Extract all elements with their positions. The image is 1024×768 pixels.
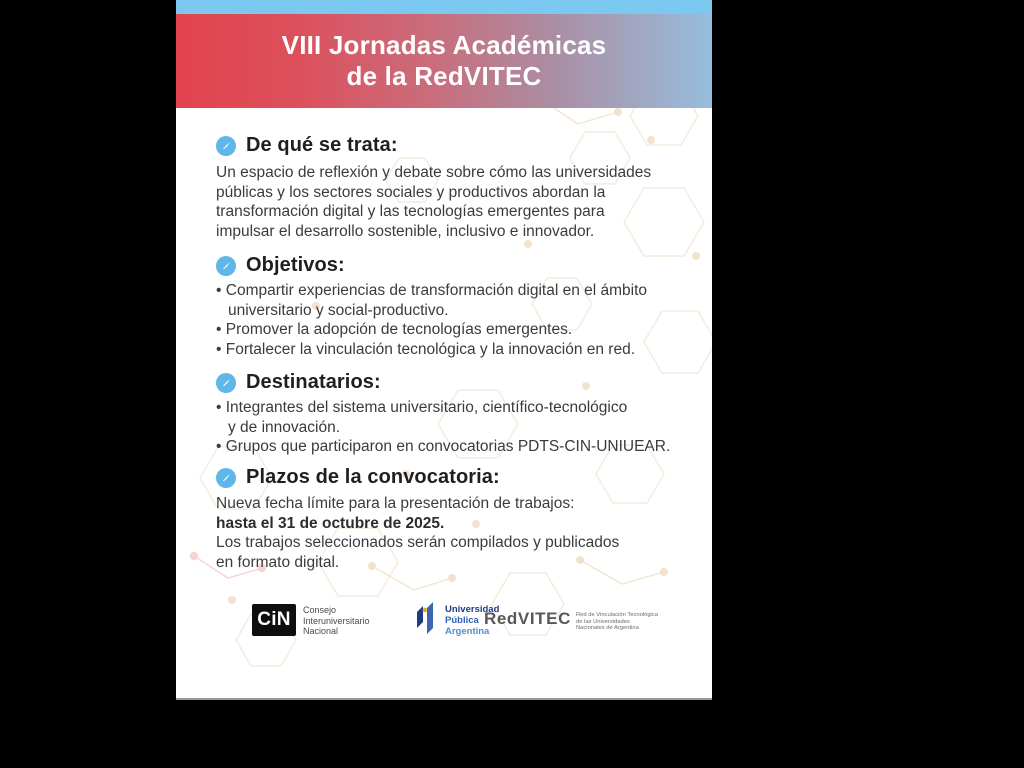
section-objetivos-heading bbox=[216, 254, 345, 277]
bullet-line: Promover la adopción de tecnologías emergentes. bbox=[225, 321, 573, 338]
redvitec-wordmark: RedVITEC bbox=[484, 609, 571, 628]
section-about-paragraph bbox=[216, 163, 651, 241]
cin-name-line: Consejo bbox=[303, 605, 337, 615]
upa-name-line: Pública bbox=[445, 615, 479, 626]
section-destinatarios-heading bbox=[216, 371, 381, 394]
bullet-glyph: • bbox=[216, 340, 222, 358]
plazos-outro-line: Los trabajos seleccionados serán compilados y publicados bbox=[216, 534, 620, 551]
section-objetivos-bullets bbox=[216, 281, 647, 359]
cin-name-line: Nacional bbox=[303, 626, 339, 636]
bullet-item bbox=[216, 340, 647, 360]
banner-title-line2: de la RedVITEC bbox=[346, 61, 542, 91]
section-heading: Plazos de la convocatoria: bbox=[246, 466, 500, 488]
flyer-content bbox=[176, 0, 712, 698]
paragraph-line: transformación digital y las tecnologías emergentes para bbox=[216, 203, 605, 220]
bullet-line: Grupos que participaron en convocatorias PDTS-CIN-UNIUEAR. bbox=[225, 438, 671, 455]
flyer bbox=[176, 0, 712, 700]
bullet-glyph: • bbox=[216, 282, 222, 299]
redvitec-tagline bbox=[576, 610, 658, 632]
pen-icon bbox=[216, 136, 236, 156]
cin-name-line: Interuniversitario bbox=[303, 615, 370, 626]
bullet-item bbox=[216, 281, 647, 301]
bullet-line: Compartir experiencias de transformación digital en el ámbito bbox=[225, 282, 648, 299]
bullet-line: y de innovación. bbox=[228, 418, 341, 436]
deadline-text: hasta el 31 de octubre de 2025. bbox=[216, 514, 445, 532]
bullet-item bbox=[216, 320, 647, 340]
bullet-item bbox=[216, 398, 670, 418]
cin-acronym: CiN bbox=[257, 609, 291, 630]
upa-flag-icon bbox=[414, 598, 438, 638]
bullet-glyph: • bbox=[216, 438, 222, 455]
pen-icon bbox=[216, 256, 236, 276]
pen-icon bbox=[216, 373, 236, 393]
upa-name-line: Argentina bbox=[445, 626, 490, 637]
cin-logo-box bbox=[252, 604, 296, 636]
title-banner bbox=[176, 14, 712, 108]
paragraph-line: Un espacio de reflexión y debate sobre cómo las universidades bbox=[216, 164, 652, 181]
paragraph-line: impulsar el desarrollo sostenible, inclusivo e innovador. bbox=[216, 222, 595, 240]
top-strip bbox=[176, 0, 712, 14]
section-plazos-text bbox=[216, 494, 619, 572]
bullet-glyph: • bbox=[216, 399, 222, 416]
paragraph-line: públicas y los sectores sociales y productivos abordan la bbox=[216, 183, 606, 201]
bullet-item bbox=[216, 437, 670, 457]
bullet-line: Integrantes del sistema universitario, científico-tecnológico bbox=[225, 399, 628, 416]
section-plazos-heading bbox=[216, 466, 500, 489]
banner-title-line1: VIII Jornadas Académicas bbox=[281, 30, 607, 60]
bullet-glyph: • bbox=[216, 321, 222, 338]
section-heading: Objetivos: bbox=[246, 254, 345, 276]
bullet-line: Fortalecer la vinculación tecnológica y la innovación en red. bbox=[225, 340, 636, 358]
redvitec-logo bbox=[484, 610, 658, 632]
redvitec-tagline-line: Nacionales de Argentina bbox=[575, 625, 639, 632]
cin-logo bbox=[252, 604, 370, 637]
cin-name bbox=[303, 604, 370, 637]
bullet-line: universitario y social-productivo. bbox=[228, 301, 449, 319]
upa-name-line: Universidad bbox=[445, 604, 500, 615]
redvitec-tagline-line: Red de Vinculación Tecnológica bbox=[575, 612, 658, 618]
section-heading: De qué se trata: bbox=[246, 134, 398, 156]
redvitec-tagline-line: de las Universidades bbox=[575, 618, 630, 625]
plazos-outro-line: en formato digital. bbox=[216, 553, 340, 571]
section-destinatarios-bullets bbox=[216, 398, 670, 457]
section-about-heading bbox=[216, 134, 398, 157]
section-heading: Destinatarios: bbox=[246, 371, 381, 393]
footer-logos bbox=[176, 598, 712, 654]
plazos-intro: Nueva fecha límite para la presentación de trabajos: bbox=[216, 495, 575, 512]
pen-icon bbox=[216, 468, 236, 488]
